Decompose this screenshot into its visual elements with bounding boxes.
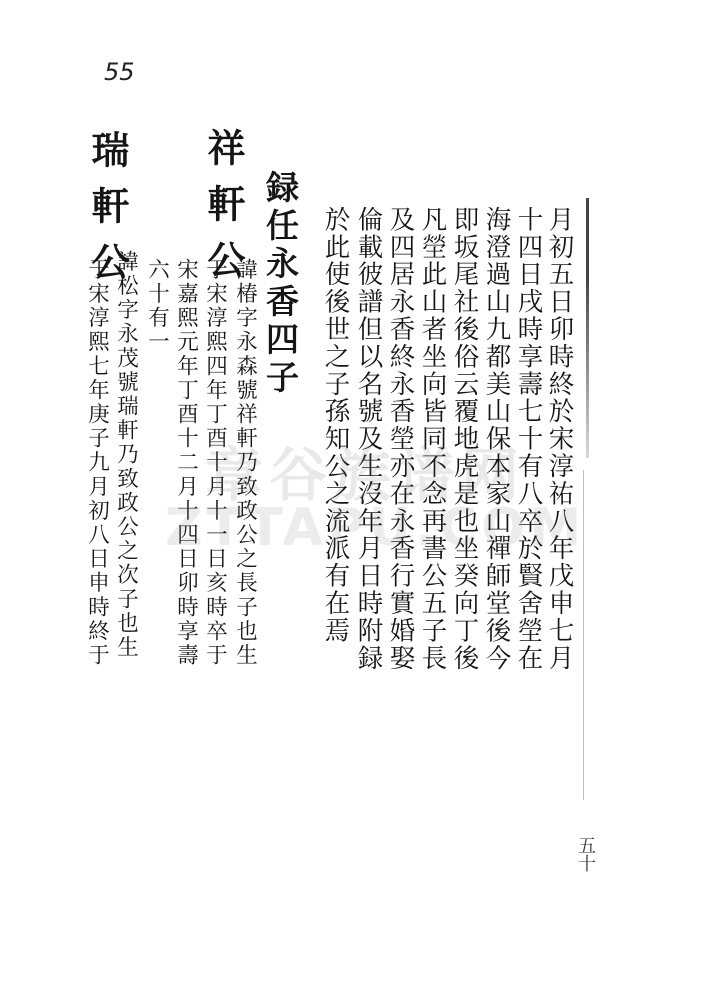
main-text-line-7: 倫載彼譜但以名號及生沒年月日時附録 (353, 206, 384, 672)
section2-line-2: 于宋淳熙七年庚子九月初八日申時終于 (84, 258, 110, 668)
section1-line-4: 六十有一 (144, 258, 170, 355)
section-heading: 録任永香四子 (261, 170, 300, 398)
section2-title: 瑞軒公 (85, 130, 130, 298)
watermark-text: 章谷族谱网 (204, 441, 525, 509)
section1-line-3: 宋嘉熙元年丁酉十二月十四日卯時享壽 (173, 258, 199, 668)
page-fold-line (586, 198, 589, 458)
page-number: 55 (104, 58, 135, 86)
main-text-line-3: 海澄過山九都美山保本家山禪師堂後今 (481, 206, 512, 672)
main-text-line-8: 於此使後世之子孫知公之流派有在焉 (320, 206, 351, 645)
page-fold-line-lower (583, 470, 584, 800)
main-text-line-1: 月初五日卯時終於宋淳祐八年戊申七月 (544, 206, 575, 672)
section1-title: 祥軒公 (201, 128, 246, 296)
watermark-url: ZTTAPU.COM (164, 498, 586, 558)
main-text-line-4: 即坂尾社後俗云覆地虎是也坐癸向丁後 (449, 206, 480, 672)
section2-line-1: 諱松字永茂號瑞軒乃致政公之次子也生 (113, 250, 139, 660)
section1-line-2: 于宋淳熙四年丁酉十月十一日亥時卒于 (202, 258, 228, 668)
folio-mark: 五十 (575, 836, 596, 872)
section1-line-1: 諱椿字永森號祥軒乃致政公之長子也生 (232, 258, 258, 668)
main-text-line-6: 及四居永香終永香塋亦在永香行實婚娶 (385, 206, 416, 672)
main-text-line-2: 十四日戌時享壽七十有八卒於賢舍塋在 (513, 206, 544, 672)
main-text-line-5: 凡塋此山者坐向皆同不念再書公五子長 (417, 206, 448, 672)
